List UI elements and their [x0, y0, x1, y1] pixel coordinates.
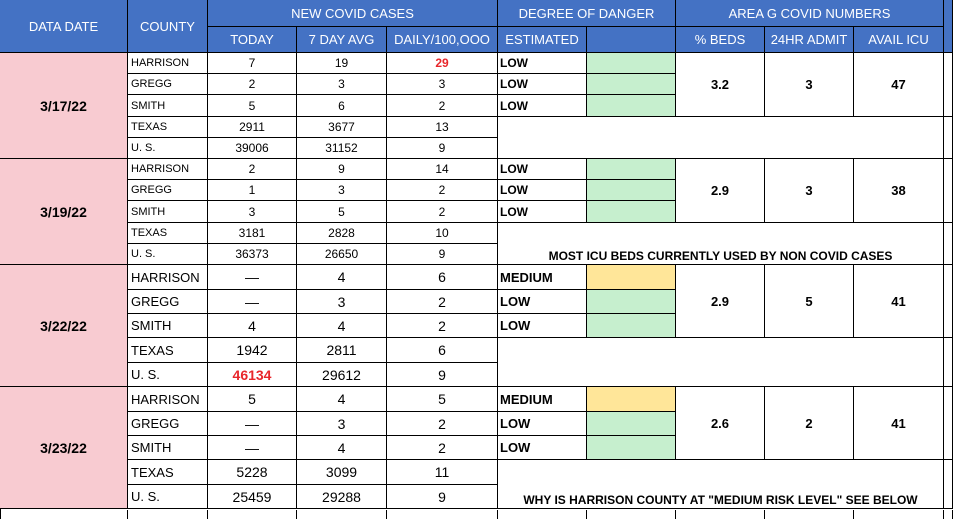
- blank-cell[interactable]: [944, 265, 953, 338]
- danger-color-swatch[interactable]: [587, 265, 676, 290]
- county-name[interactable]: U. S.: [128, 244, 208, 265]
- seven-day-avg[interactable]: 3: [297, 290, 387, 314]
- danger-color-swatch[interactable]: [587, 201, 676, 223]
- danger-level[interactable]: LOW: [498, 53, 587, 74]
- header-daily-per-100k[interactable]: DAILY/100,OOO: [387, 27, 498, 53]
- daily-per-100k[interactable]: 5: [387, 387, 498, 412]
- note-text[interactable]: [498, 117, 944, 159]
- today-cases[interactable]: 25459: [208, 485, 297, 509]
- today-cases[interactable]: 5: [208, 387, 297, 412]
- today-cases[interactable]: 46134: [208, 363, 297, 387]
- county-name[interactable]: U. S.: [128, 363, 208, 387]
- danger-level[interactable]: MEDIUM: [498, 265, 587, 290]
- danger-level[interactable]: LOW: [498, 201, 587, 223]
- header-new-covid-cases[interactable]: NEW COVID CASES: [208, 0, 498, 27]
- seven-day-avg[interactable]: 4: [297, 436, 387, 460]
- daily-per-100k[interactable]: 9: [387, 363, 498, 387]
- header-estimated-color[interactable]: [587, 27, 676, 53]
- seven-day-avg[interactable]: 3099: [297, 460, 387, 485]
- danger-level[interactable]: LOW: [498, 314, 587, 338]
- today-cases[interactable]: 2: [208, 159, 297, 180]
- today-cases[interactable]: 2911: [208, 117, 297, 138]
- header-estimated[interactable]: ESTIMATED: [498, 27, 587, 53]
- daily-per-100k[interactable]: 2: [387, 95, 498, 117]
- daily-per-100k[interactable]: 2: [387, 314, 498, 338]
- seven-day-avg[interactable]: 9: [297, 159, 387, 180]
- avail-icu-value[interactable]: 47: [854, 53, 944, 117]
- danger-color-swatch[interactable]: [587, 436, 676, 460]
- danger-color-swatch[interactable]: [587, 95, 676, 117]
- date-cell[interactable]: 3/17/22: [0, 53, 128, 159]
- seven-day-avg[interactable]: 5: [297, 201, 387, 223]
- header-county[interactable]: COUNTY: [128, 0, 208, 53]
- admit-24hr-value[interactable]: 5: [765, 265, 854, 338]
- pct-beds-value[interactable]: 2.6: [676, 387, 765, 460]
- danger-level[interactable]: LOW: [498, 436, 587, 460]
- today-cases[interactable]: 5228: [208, 460, 297, 485]
- county-name[interactable]: U. S.: [128, 138, 208, 159]
- county-name[interactable]: SMITH: [128, 314, 208, 338]
- daily-per-100k[interactable]: 3: [387, 74, 498, 95]
- date-cell[interactable]: 3/22/22: [0, 265, 128, 387]
- county-name[interactable]: HARRISON: [128, 159, 208, 180]
- county-name[interactable]: TEXAS: [128, 117, 208, 138]
- today-cases[interactable]: 7: [208, 53, 297, 74]
- danger-color-swatch[interactable]: [587, 180, 676, 201]
- daily-per-100k[interactable]: 2: [387, 180, 498, 201]
- today-cases[interactable]: 39006: [208, 138, 297, 159]
- danger-color-swatch[interactable]: [587, 159, 676, 180]
- seven-day-avg[interactable]: 6: [297, 95, 387, 117]
- avail-icu-value[interactable]: 41: [854, 387, 944, 460]
- admit-24hr-value[interactable]: 3: [765, 53, 854, 117]
- blank-cell[interactable]: [944, 53, 953, 117]
- daily-per-100k[interactable]: 13: [387, 117, 498, 138]
- seven-day-avg[interactable]: 19: [297, 53, 387, 74]
- today-cases[interactable]: —: [208, 265, 297, 290]
- today-cases[interactable]: 3181: [208, 223, 297, 244]
- daily-per-100k[interactable]: 2: [387, 436, 498, 460]
- today-cases[interactable]: 4: [208, 314, 297, 338]
- admit-24hr-value[interactable]: 3: [765, 159, 854, 223]
- daily-per-100k[interactable]: 9: [387, 485, 498, 509]
- daily-per-100k[interactable]: 14: [387, 159, 498, 180]
- avail-icu-value[interactable]: 41: [854, 265, 944, 338]
- header-pct-beds[interactable]: % BEDS: [676, 27, 765, 53]
- daily-per-100k[interactable]: 2: [387, 201, 498, 223]
- blank-cell[interactable]: [944, 159, 953, 223]
- county-name[interactable]: SMITH: [128, 95, 208, 117]
- seven-day-avg[interactable]: 3: [297, 74, 387, 95]
- today-cases[interactable]: 1942: [208, 338, 297, 363]
- daily-per-100k[interactable]: 2: [387, 412, 498, 436]
- county-name[interactable]: TEXAS: [128, 338, 208, 363]
- danger-level[interactable]: LOW: [498, 95, 587, 117]
- danger-color-swatch[interactable]: [587, 314, 676, 338]
- seven-day-avg[interactable]: 2828: [297, 223, 387, 244]
- daily-per-100k[interactable]: 11: [387, 460, 498, 485]
- pct-beds-value[interactable]: 2.9: [676, 159, 765, 223]
- header-today[interactable]: TODAY: [208, 27, 297, 53]
- blank-cell[interactable]: [944, 338, 953, 387]
- daily-per-100k[interactable]: 2: [387, 290, 498, 314]
- admit-24hr-value[interactable]: 2: [765, 387, 854, 460]
- today-cases[interactable]: —: [208, 412, 297, 436]
- danger-color-swatch[interactable]: [587, 387, 676, 412]
- danger-level[interactable]: LOW: [498, 159, 587, 180]
- note-text[interactable]: [498, 338, 944, 387]
- today-cases[interactable]: —: [208, 436, 297, 460]
- seven-day-avg[interactable]: 3677: [297, 117, 387, 138]
- header-area-g[interactable]: AREA G COVID NUMBERS: [676, 0, 944, 27]
- seven-day-avg[interactable]: 29612: [297, 363, 387, 387]
- blank-cell[interactable]: [944, 387, 953, 460]
- seven-day-avg[interactable]: 2811: [297, 338, 387, 363]
- seven-day-avg[interactable]: 4: [297, 387, 387, 412]
- county-name[interactable]: HARRISON: [128, 53, 208, 74]
- county-name[interactable]: HARRISON: [128, 265, 208, 290]
- today-cases[interactable]: 3: [208, 201, 297, 223]
- header-data-date[interactable]: DATA DATE: [0, 0, 128, 53]
- today-cases[interactable]: 1: [208, 180, 297, 201]
- danger-level[interactable]: LOW: [498, 74, 587, 95]
- seven-day-avg[interactable]: 4: [297, 265, 387, 290]
- seven-day-avg[interactable]: 26650: [297, 244, 387, 265]
- header-degree-of-danger[interactable]: DEGREE OF DANGER: [498, 0, 676, 27]
- today-cases[interactable]: 36373: [208, 244, 297, 265]
- county-name[interactable]: TEXAS: [128, 223, 208, 244]
- danger-level[interactable]: LOW: [498, 290, 587, 314]
- avail-icu-value[interactable]: 38: [854, 159, 944, 223]
- date-cell[interactable]: 3/19/22: [0, 159, 128, 265]
- blank-cell[interactable]: [944, 117, 953, 159]
- today-cases[interactable]: —: [208, 290, 297, 314]
- today-cases[interactable]: 2: [208, 74, 297, 95]
- seven-day-avg[interactable]: 4: [297, 314, 387, 338]
- danger-color-swatch[interactable]: [587, 53, 676, 74]
- note-text[interactable]: WHY IS HARRISON COUNTY AT "MEDIUM RISK LEVEL" SEE BELOW: [498, 460, 944, 509]
- today-cases[interactable]: 5: [208, 95, 297, 117]
- seven-day-avg[interactable]: 31152: [297, 138, 387, 159]
- county-name[interactable]: SMITH: [128, 201, 208, 223]
- county-name[interactable]: GREGG: [128, 180, 208, 201]
- county-name[interactable]: GREGG: [128, 290, 208, 314]
- county-name[interactable]: HARRISON: [128, 387, 208, 412]
- header-extra-col[interactable]: [944, 0, 953, 53]
- daily-per-100k[interactable]: 6: [387, 338, 498, 363]
- danger-color-swatch[interactable]: [587, 412, 676, 436]
- daily-per-100k[interactable]: 6: [387, 265, 498, 290]
- seven-day-avg[interactable]: 3: [297, 412, 387, 436]
- seven-day-avg[interactable]: 29288: [297, 485, 387, 509]
- danger-color-swatch[interactable]: [587, 290, 676, 314]
- note-text[interactable]: MOST ICU BEDS CURRENTLY USED BY NON COVID CASES: [498, 223, 944, 265]
- daily-per-100k[interactable]: 29: [387, 53, 498, 74]
- county-name[interactable]: SMITH: [128, 436, 208, 460]
- danger-level[interactable]: MEDIUM: [498, 387, 587, 412]
- danger-level[interactable]: LOW: [498, 180, 587, 201]
- header-avail-icu[interactable]: AVAIL ICU: [854, 27, 944, 53]
- county-name[interactable]: GREGG: [128, 74, 208, 95]
- county-name[interactable]: U. S.: [128, 485, 208, 509]
- danger-level[interactable]: LOW: [498, 412, 587, 436]
- blank-cell[interactable]: [944, 460, 953, 509]
- daily-per-100k[interactable]: 9: [387, 244, 498, 265]
- header-7-day-avg[interactable]: 7 DAY AVG: [297, 27, 387, 53]
- seven-day-avg[interactable]: 3: [297, 180, 387, 201]
- pct-beds-value[interactable]: 3.2: [676, 53, 765, 117]
- blank-cell[interactable]: [944, 223, 953, 265]
- pct-beds-value[interactable]: 2.9: [676, 265, 765, 338]
- county-name[interactable]: TEXAS: [128, 460, 208, 485]
- date-cell[interactable]: 3/23/22: [0, 387, 128, 509]
- daily-per-100k[interactable]: 10: [387, 223, 498, 244]
- county-name[interactable]: GREGG: [128, 412, 208, 436]
- next-row-partial: [0, 510, 953, 519]
- danger-color-swatch[interactable]: [587, 74, 676, 95]
- daily-per-100k[interactable]: 9: [387, 138, 498, 159]
- header-24hr-admit[interactable]: 24HR ADMIT: [765, 27, 854, 53]
